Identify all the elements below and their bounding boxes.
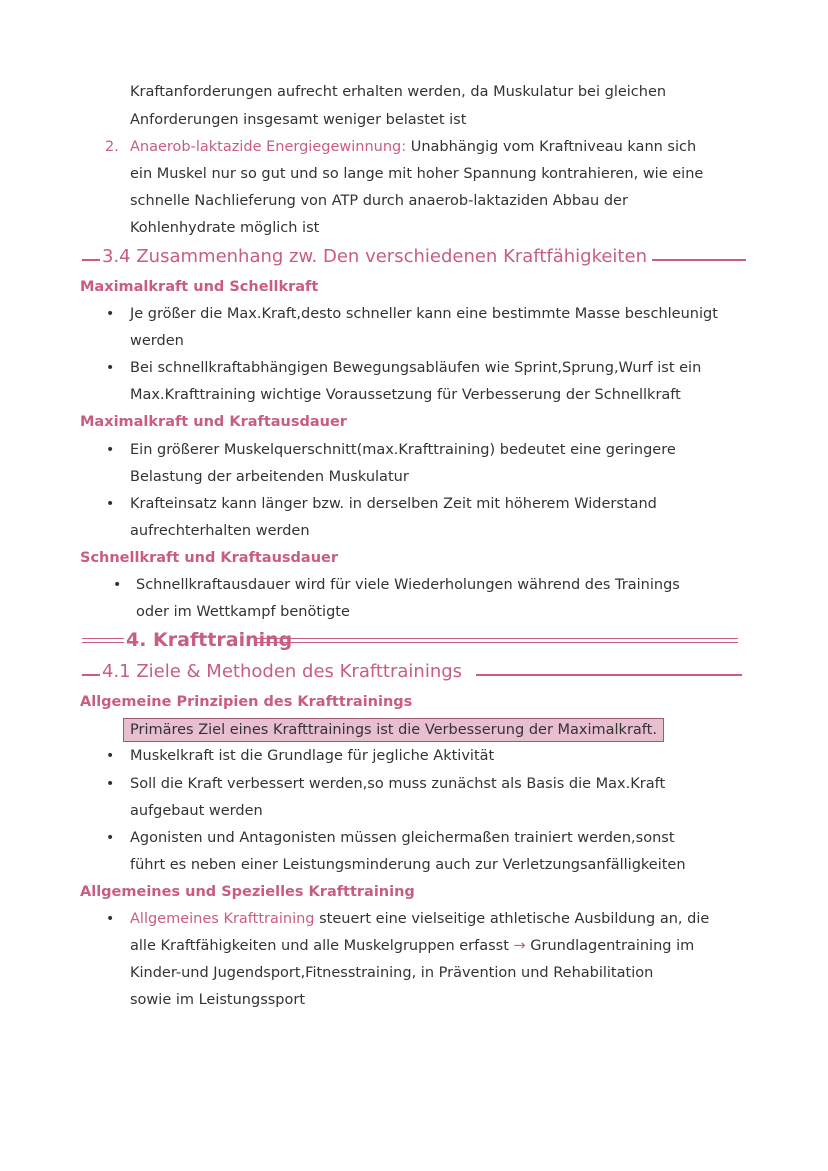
allg-spez-b1-l3: Kinder-und Jugendsport,Fitnesstraining, in Prävention und Rehabilitation [130, 965, 654, 981]
bullet-icon: • [113, 577, 122, 593]
bullet-icon: • [106, 748, 115, 764]
intro-line-2: Anforderungen insgesamt weniger belastet ist [130, 112, 467, 128]
heading-rule-left [82, 674, 100, 676]
subheading-max-schnell: Maximalkraft und Schellkraft [80, 279, 319, 295]
max-schnell-b2-l2: Max.Krafttraining wichtige Voraussetzung für Verbesserung der Schnellkraft [130, 387, 681, 403]
schnell-ausdauer-b1-l1: Schnellkraftausdauer wird für viele Wiederholungen während des Trainings [136, 577, 680, 593]
prinzipien-b2-l2: aufgebaut werden [130, 803, 263, 819]
highlight-box: Primäres Ziel eines Krafttrainings ist die Verbesserung der Maximalkraft. [123, 718, 664, 742]
allg-spez-b1-l4: sowie im Leistungssport [130, 992, 306, 1008]
bullet-icon: • [106, 496, 115, 512]
schnell-ausdauer-b1-l2: oder im Wettkampf benötigte [136, 604, 350, 620]
intro-line-1: Kraftanforderungen aufrecht erhalten werden, da Muskulatur bei gleichen [130, 84, 667, 100]
item2-line-1 [130, 137, 696, 157]
subheading-allg-spez: Allgemeines und Spezielles Krafttraining [80, 884, 415, 900]
bullet-icon: • [106, 830, 115, 846]
heading-double-rule-right [256, 638, 738, 643]
item2-line-3: schnelle Nachlieferung von ATP durch anaerob-laktaziden Abbau der [130, 193, 628, 209]
heading-double-rule-left [82, 638, 124, 643]
max-ausdauer-b2-l2: aufrechterhalten werden [130, 523, 310, 539]
bullet-icon: • [106, 360, 115, 376]
max-schnell-b2-l1: Bei schnellkraftabhängigen Bewegungsabläufen wie Sprint,Sprung,Wurf ist ein [130, 360, 702, 376]
allg-spez-b1-l2 [130, 936, 694, 956]
max-schnell-b1-l1: Je größer die Max.Kraft,desto schneller kann eine bestimmte Masse beschleunigt [130, 306, 718, 322]
bullet-icon: • [106, 442, 115, 458]
item2-rest: Unabhängig vom Kraftniveau kann sich [406, 139, 697, 155]
prinzipien-b3-l2: führt es neben einer Leistungsminderung auch zur Verletzungsanfälligkeiten [130, 857, 686, 873]
subheading-schnell-ausdauer: Schnellkraft und Kraftausdauer [80, 550, 339, 566]
max-ausdauer-b1-l1: Ein größerer Muskelquerschnitt(max.Krafttraining) bedeutet eine geringere [130, 442, 676, 458]
heading-rule-right [476, 674, 742, 676]
item2-line-2: ein Muskel nur so gut und so lange mit hoher Spannung kontrahieren, wie eine [130, 166, 704, 182]
prinzipien-b1-l1: Muskelkraft ist die Grundlage für jegliche Aktivität [130, 748, 495, 764]
allg-spez-b1-l1 [130, 909, 709, 929]
arrow-right-icon: → [513, 938, 526, 954]
allg-spez-l2-part2: Grundlagentraining im [525, 938, 695, 954]
item2-term: Anaerob-laktazide Energiegewinnung: [130, 139, 407, 155]
allg-spez-term: Allgemeines Krafttraining [130, 911, 315, 927]
bullet-icon: • [106, 911, 115, 927]
bullet-icon: • [106, 306, 115, 322]
section-4-title: 4. Krafttraining [126, 629, 293, 651]
allg-spez-l2-part1: alle Kraftfähigkeiten und alle Muskelgruppen erfasst [130, 938, 514, 954]
heading-rule-right [652, 259, 746, 261]
allg-spez-rest: steuert eine vielseitige athletische Ausbildung an, die [314, 911, 710, 927]
max-ausdauer-b1-l2: Belastung der arbeitenden Muskulatur [130, 469, 409, 485]
item-number: 2. [105, 139, 119, 155]
bullet-icon: • [106, 776, 115, 792]
section-4-1-title: 4.1 Ziele & Methoden des Krafttrainings [102, 661, 463, 682]
prinzipien-b3-l1: Agonisten und Antagonisten müssen gleichermaßen trainiert werden,sonst [130, 830, 675, 846]
max-ausdauer-b2-l1: Krafteinsatz kann länger bzw. in derselben Zeit mit höherem Widerstand [130, 496, 657, 512]
subheading-prinzipien: Allgemeine Prinzipien des Krafttrainings [80, 694, 413, 710]
subheading-max-ausdauer: Maximalkraft und Kraftausdauer [80, 414, 347, 430]
max-schnell-b1-l2: werden [130, 333, 184, 349]
section-3-4-title: 3.4 Zusammenhang zw. Den verschiedenen Kraftfähigkeiten [102, 246, 647, 267]
prinzipien-b2-l1: Soll die Kraft verbessert werden,so muss zunächst als Basis die Max.Kraft [130, 776, 666, 792]
item2-line-4: Kohlenhydrate möglich ist [130, 220, 320, 236]
heading-rule-left [82, 259, 100, 261]
